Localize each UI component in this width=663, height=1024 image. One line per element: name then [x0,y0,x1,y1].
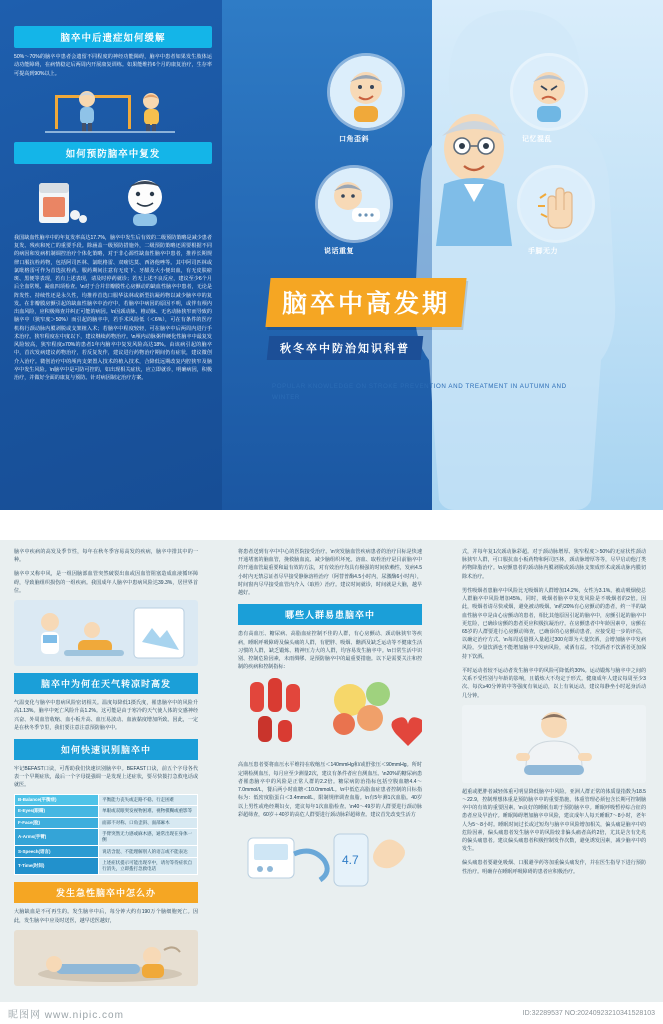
section-title-acute-stroke-action: 发生急性脑卒中怎么办 [14,882,198,903]
hero-banner [268,278,568,360]
hero-illustration-elderly-man [420,96,528,246]
befast-key-2: F-Face(脸) [15,817,99,828]
left-text-column [14,26,212,382]
illustration-bp-monitor-and-glucose [238,824,422,896]
illustration-medicine-and-patient [14,169,212,229]
col3-text-4: 超重或肥胖者减轻体重可明显降低脑卒中风险。亚洲人群正常的体质量指数为18.5～22.9，控制理想体重是预防脑卒中的重要措施，体重管理必须包含长期可控制脑卒中的有效的重要因素。\n良好的睡眠有助于预防脑卒中。睡眠呼吸暂停综合征的患者应及早治疗。睡眠障碍增加脑卒中风险，建议成年人每天睡眠7～8小时，老年人为5～8小时。睡眠时间过长或过短均与脑卒中风险增加相关，偏头痛是脑卒中的危险因素，偏头痛患者发生脑卒中的风险较非偏头痛者高约2倍，尤其是含有先兆的偏头痛患者。建议偏头痛患者积极控制发作次数，避免诱发因素，减少脑卒中的发生。 [462,788,646,853]
hero-subtitle: 秋冬卒中防治知识科普 [267,336,424,360]
col3-text-5: 偏头痛患者要避免吸烟、口服避孕药等加重偏头痛发作，并在医生指导下进行预防性治疗。明确存在睡眠呼吸障碍的患者应积极治疗。 [462,860,646,875]
inside-column-3 [456,548,652,876]
befast-key-3: A-Arms(手臂) [15,828,99,846]
brochure-outside-panel [0,0,663,510]
befast-value-3: 手臂突然无力感或麻木感，通常出现在身体一侧 [99,828,198,846]
col1-intro: 脑卒中疾病的高发及季节性，每年在秋冬季容易高发的疾病，脑卒中排其中的一种。 [14,549,198,564]
inside-column-1 [8,548,204,991]
hero-label-2: 说话重复 [324,248,354,255]
table-row [15,817,198,828]
col3-text-2: 男性吸烟者患脑卒中风险比无吸烟的人群增加14.2%，女性为3.1%。被动吸烟使总人群脑卒中风险增加45%。同时，吸烟者脑卒中复发风险是不吸烟者的2倍。因此，吸烟者请尽快戒烟，避免被动吸烟。\n约20%有心房颤动的患者，约一半的缺血性脑卒中是由心房颤动的患者，相比其他原因引起的脑卒中，房颤引起的脑卒中更危险，已确诊房颤的患者更应积极抗凝治疗。在房颤患者中年龄因素中，房颤在65岁的人群要进行心房颤动筛查，已确诊的心房颤动患者，应接受进一步的评估，以确定治疗方式。\n每周适量摄入量超过300克即为大量饮酒，会增加脑卒中发病风险。少量饮酒也不能增加脑卒中发病风险，戒酒有益。不饮酒者不饮酒者更加保持下饮酒。 [462,587,646,660]
section-text-why-cold-weather: 气温变化与脑卒中患病风险密切相关。温度每降低1摄氏度，罹患脑卒中的风险升高1.13%。脑卒中死亡风险升高1.2%。这可能是由于寒冷的天气使人体的交感神经兴奋、外周血管收缩、血小板升高、血压易波动、血液黏度增加所致。因此，一定是在秋冬季节里，我们要注意注意预防脑卒中。 [14,700,198,731]
section-text-aftercare: 50%～70%的脑卒中患者会遗留不同程度的神经功能障碍，脑卒中患者如果发生肢体运动功能障碍，在病情稳定后两周内开展康复训练。如果能维持6个月的康复治疗，生存率可提高到90%以上。 [14,54,212,77]
section-text-prevent-recurrence: 我国缺血性脑卒中的年复发率高达17.7%，脑卒中发生后有效的二级预防策略是减少患者复发、残疾和死亡的重要手段。除涵盖一级预防措施外，二级预防策略还需要根据不同的病因和发病机制调控治疗个体化策略，对于非心源性缺血性脑卒中患者，推荐长期规律口服抗栓药物，包括阿司匹林、氯吡格雷、双嘧达莫、西洛他唑等。其中阿司匹林或氯吡格雷可作为首选抗栓药。服药期间注意有无皮下、牙龈及大小便出血，有无皮肤瘀斑、黑便等表现，若有上述表现，请及时停药就诊；若无上述不良反应，建议至少6个月后全血常规、凝血四项检查。\n对于合并非瓣膜性心房颤动的缺血性脑卒中患者，无论是阵发性、持续性还是永久性，均推荐首选口服华法林或新型抗凝药物以减少脑卒中的复发。在非瓣膜房颤引起的缺血性脑卒中治疗中，若脑卒中病因的原因不明，或伴有颅内出血风险，应积极筛查并纠正可能的病因。\n因颈动脉、椎动脉、无名动脉狭窄而导致的脑卒中（狭窄度＞50%）而引起的脑卒中，若手术风险低（＜6%），可在有条件的医疗机构行颈动脉内膜剥脱或支架植入术；若脑卒中程度较轻，可在脑卒中后两周内进行手术治疗。狭窄程度在中度以下，建议继续药物治疗。\n颅内动脉粥样硬化性脑卒中最复发风险较高，狭窄程度≥70%的患者1年内脑卒中复发风险高达18%。由该病引起的脑卒中，首次发病建议药物治疗，若反复发作，建议进行药物治疗期间仍有症状，建议微创介入治疗。微创治疗中的颅内支架置入技术的植入技术，合降低远期改复内腔狭窄及脑卒中发生风险。\n脑卒中是可防可控的，如出现相关症状，应立即就诊，明确病因，积极治疗，并做好全面的康复与预防。针对病因制定治疗方案。 [14,234,212,381]
section-text-recognize-stroke: 牢记BEFAST口诀，可帮助我们快速识别脑卒中。BEFAST口诀，前五个字母各代表一个早期症状，最后一个字母提强调一是发现上述症状，要尽快拨打急救电话或就医。 [14,765,198,789]
brochure-inside-panel [0,540,663,1024]
befast-key-4: S-Speech(语言) [15,846,99,857]
table-row [15,857,198,875]
section-title-recognize-stroke: 如何快速识别脑卒中 [14,739,198,760]
table-row [15,828,198,846]
col3-text-3: 平时运动者较不运动者发生脑卒中的风险可降低约30%。运动锻炼与脑卒中之间的关系不受性别与年龄的影响，且锻炼大不均定于形式。健康成年人建议每周至少3次、每次≥40分钟的中等强度有氧运动，以上有氧运动，建议每静坐小时起身活动几分钟。 [462,667,646,699]
footer-bar [0,1002,663,1024]
table-row [15,806,198,817]
illustration-rehab-walking [14,83,212,137]
section-title-at-risk-groups: 哪些人群易患脑卒中 [238,604,422,625]
hero-english-caption: POPULAR KNOWLEDGE ON STROKE PREVENTION AND TREATMENT IN AUTUMN AND WINTER [272,383,567,401]
befast-value-1: 单眼或双眼突发视物困难、视物模糊或重影等 [99,806,198,817]
befast-key-1: E-Eyes(眼睛) [15,806,99,817]
befast-value-2: 面部不对称、口角歪斜、面部麻木 [99,817,198,828]
illustration-food-and-heart [238,676,422,756]
table-row [15,794,198,805]
section-title-why-cold-weather: 脑卒中为何在天气转凉时高发 [14,673,198,694]
watermark-text: 昵图网 www.nipic.com [8,1009,124,1021]
illustration-emergency-scene [14,600,198,666]
hero-icon-facial-droop [330,56,402,128]
section-title-aftercare: 脑卒中后遗症如何缓解 [14,26,212,48]
befast-value-4: 说话含混、不能理解别人的语言或不能表达 [99,846,198,857]
hero-label-1: 记忆混乱 [522,136,552,143]
hero-icon-limb-weakness [520,168,592,240]
hero-icon-repeated-speech [318,168,390,240]
illustration-obese-person-sitting [462,705,646,783]
table-row [15,846,198,857]
section-text-acute-stroke-action: 大脑缺血是不可再生的。发生脑卒中后，每分钟大约有190万个脑细胞死亡。因此，发生脑卒中应及时送医，越早送医越好， [14,909,198,924]
befast-value-0: 平衡能力丧失或走路不稳、行走困难 [99,794,198,805]
image-id-text: ID:32289537 NO:20240923210341528103 [522,1009,655,1017]
col2-top-text: 将患者送到有卒中中心的医院接受治疗。\n突发脑血管疾病患者的治疗目标是快速开通堵塞的脑血管，挽救脑血流、减少脑组织坏死。溶血、取栓治疗是目前脑卒中的开通血管最重要和最有效的方法，对有效治疗均具有极强的时间依赖性，发病4.5小时内无禁忌证者尽早接受静脉溶栓治疗（阿替普酶4.5小时内，尿激酶6小时内），时间窗内尽早接受血管内介入（取栓）治疗。建议时间就诊，时间就是大脑，越早越好。 [238,549,422,597]
illustration-first-aid [14,930,198,986]
befast-key-0: B-Balance(平衡症) [15,794,99,805]
col3-text-1: 式，并每年复1次颈动脉彩超。对于颈动脉增厚、狭窄程度＞50%的无症状性颈动脉狭窄人群，可口服抗血小板药物和阿司匹林，颈动脉增厚等等，尽早启动他汀类药物降脂治疗。\n房颤患者的颈动脉内膜剥脱或颈动脉支架成形术或颈动脉内膜切除术治疗。 [462,549,646,580]
befast-value-5: 上述症状提示可能出现卒中，请勿等待症状自行消失，立即拨打急救电话 [99,857,198,875]
col1-intro2: 脑卒中又称中风，是一组因脑部血管突然破裂出血或因血管阻塞造成血液循环障碍，导致脑组织损伤的一组疾病。我国成年人脑卒中患病风险达39.3%，居世界首位。 [14,571,198,594]
col2-indicators-text: 高血压患者要将血压水平维持在收缩压＜140mmHg和/或舒张压＜90mmHg。所时定期检测血压，每月应至少测量2次，建议有条件者应自测血压。\n20%的糖尿病患者罹患脑卒中的风险是正常人群的2.2倍。糖尿病防治指标包括空腹血糖4.4～7.0mmol/L，餐后两小时血糖＜10.0mmol/L。\n中低危高脂血症患者控制的目标指标为：低密度脂蛋白＜3.4mmol/L，限制规律调查血脂。\n有5年测1次血脂。40岁以上男性或绝经期妇女，建议每年1次血脂检查。\n40～49岁的人群要进行颈动脉彩超筛查，60岁＋40岁的高危人群要进行颈动脉彩超筛查。建议首先改变生活方 [238,762,422,818]
section-title-prevent-recurrence: 如何预防脑卒中复发 [14,142,212,164]
befast-key-5: T-Time(时间) [15,857,99,875]
hero-label-0: 口角歪斜 [339,136,369,143]
hero-title: 脑卒中高发期 [265,278,466,327]
befast-table [14,794,198,876]
hero-label-3: 手脚无力 [528,248,558,255]
section-text-at-risk-groups: 患有高血压、糖尿病、高脂血症控制不佳的人群，有心房颤动、颈动脉狭窄等疾病，睡眠呼吸障碍及偏头痛的人群，有肥胖、吸烟、酗酒及缺乏运动等不健康生活习惯的人群，缺乏锻炼、精神压力大的人群，均容易发生脑卒中。\n日常生活中识别、控制危险因素，未雨绸缪、是预防脑卒中的最重要措施。以下是需要关注和控制的疾病和控制指标： [238,631,422,671]
svg-text:4.7: 4.7 [342,852,359,867]
inside-column-2 [232,548,428,901]
